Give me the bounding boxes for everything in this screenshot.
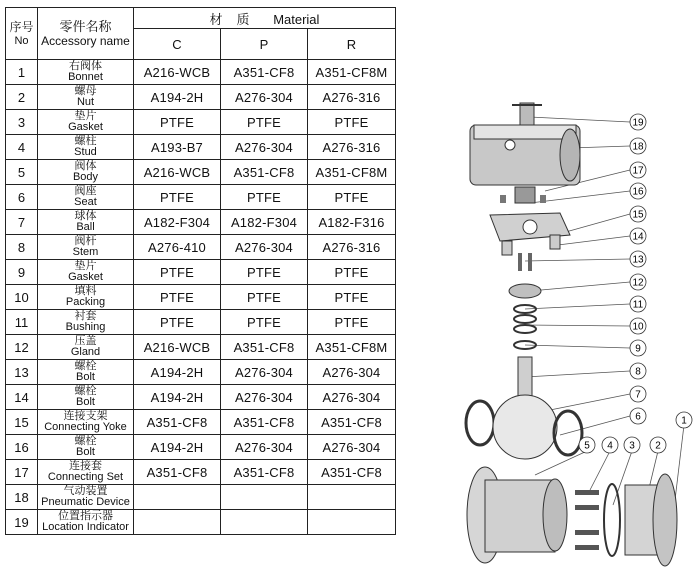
material-p: PTFE	[221, 110, 308, 135]
material-r: PTFE	[308, 185, 396, 210]
material-spec-table	[5, 7, 396, 535]
valve-body	[467, 467, 567, 563]
part-number: 15	[6, 410, 38, 435]
callout-label: 18	[632, 141, 644, 153]
callout-label: 8	[635, 366, 641, 378]
material-p: A276-304	[221, 85, 308, 110]
table-row	[6, 60, 396, 85]
callout-8	[630, 363, 646, 379]
material-c: A216-WCB	[134, 60, 221, 85]
material-c	[134, 510, 221, 535]
part-name	[38, 85, 134, 110]
table-row	[6, 410, 396, 435]
callout-label: 14	[632, 231, 644, 243]
callout-9	[630, 340, 646, 356]
material-p: A182-F304	[221, 210, 308, 235]
table-row	[6, 110, 396, 135]
table-row	[6, 510, 396, 535]
part-name-en: Ball	[76, 221, 95, 233]
material-r: A276-304	[308, 435, 396, 460]
packing-rings	[514, 305, 536, 349]
part-name-cn: 衬套	[74, 310, 97, 322]
connecting-yoke	[490, 213, 570, 255]
material-r: A276-316	[308, 135, 396, 160]
bonnet	[625, 474, 677, 566]
part-name-cn: 阀座	[74, 185, 97, 197]
callout-17	[630, 162, 646, 178]
part-name-en: Pneumatic Device	[41, 496, 130, 508]
material-p: A351-CF8	[221, 335, 308, 360]
material-c: A216-WCB	[134, 160, 221, 185]
part-number: 4	[6, 135, 38, 160]
part-name-cn: 填料	[74, 285, 97, 297]
part-name-cn: 螺柱	[74, 135, 97, 147]
part-name	[38, 485, 134, 510]
callout-6	[630, 408, 646, 424]
material-r: A351-CF8M	[308, 160, 396, 185]
part-name	[38, 410, 134, 435]
table-row	[6, 235, 396, 260]
table-row	[6, 335, 396, 360]
material-r: PTFE	[308, 110, 396, 135]
material-r: A351-CF8M	[308, 60, 396, 85]
callout-label: 10	[632, 321, 644, 333]
part-number: 18	[6, 485, 38, 510]
material-c: A194-2H	[134, 385, 221, 410]
part-number: 9	[6, 260, 38, 285]
part-name-en: Connecting Set	[47, 471, 124, 483]
part-name	[38, 460, 134, 485]
callout-label: 16	[632, 186, 644, 198]
part-name-en: Gasket	[68, 121, 103, 133]
callout-15	[630, 206, 646, 222]
table-row	[6, 185, 396, 210]
material-c: A216-WCB	[134, 335, 221, 360]
callout-4	[602, 437, 618, 453]
callout-label: 17	[632, 165, 644, 177]
callout-3	[624, 437, 640, 453]
material-p: PTFE	[221, 185, 308, 210]
table-row	[6, 485, 396, 510]
material-c: PTFE	[134, 185, 221, 210]
header-material-cn: 材质	[209, 11, 264, 27]
part-name-cn: 连接支架	[63, 410, 108, 422]
callout-12	[630, 274, 646, 290]
material-c: A182-F304	[134, 210, 221, 235]
material-c	[134, 485, 221, 510]
part-name-en: Bolt	[76, 446, 95, 458]
header-material	[134, 8, 396, 29]
part-name-en: Connecting Yoke	[44, 421, 127, 433]
table-row	[6, 210, 396, 235]
header-col-c: C	[134, 29, 221, 60]
callout-label: 3	[629, 440, 635, 452]
material-p: A351-CF8	[221, 160, 308, 185]
material-p: A276-304	[221, 435, 308, 460]
part-number: 16	[6, 435, 38, 460]
material-c: A351-CF8	[134, 460, 221, 485]
part-name	[38, 185, 134, 210]
part-name	[38, 435, 134, 460]
callout-group	[579, 114, 692, 453]
part-name-cn: 螺栓	[74, 360, 97, 372]
part-name	[38, 385, 134, 410]
material-r: A276-304	[308, 360, 396, 385]
table-row	[6, 160, 396, 185]
pneumatic-actuator	[470, 125, 580, 185]
part-name-en: Seat	[74, 196, 97, 208]
part-name	[38, 285, 134, 310]
material-r	[308, 485, 396, 510]
part-name-cn: 螺栓	[74, 385, 97, 397]
header-no-cn: 序号	[9, 19, 34, 34]
header-name-en: Accessory name	[41, 33, 130, 48]
material-p: A351-CF8	[221, 60, 308, 85]
part-number: 10	[6, 285, 38, 310]
part-name	[38, 110, 134, 135]
part-number: 7	[6, 210, 38, 235]
part-name	[38, 210, 134, 235]
part-number: 11	[6, 310, 38, 335]
part-name-en: Stud	[74, 146, 97, 158]
part-number: 13	[6, 360, 38, 385]
material-r: PTFE	[308, 310, 396, 335]
part-number: 8	[6, 235, 38, 260]
callout-10	[630, 318, 646, 334]
gland	[509, 284, 541, 298]
callout-label: 4	[607, 440, 613, 452]
part-name-en: Bolt	[76, 371, 95, 383]
table-row	[6, 435, 396, 460]
part-name-en: Bonnet	[68, 71, 103, 83]
material-p: A276-304	[221, 135, 308, 160]
material-p	[221, 510, 308, 535]
table-row	[6, 360, 396, 385]
material-c: A351-CF8	[134, 410, 221, 435]
part-name-en: Gland	[70, 346, 101, 358]
material-c: A194-2H	[134, 85, 221, 110]
material-c: A276-410	[134, 235, 221, 260]
material-r: A276-304	[308, 385, 396, 410]
part-name-cn: 气动装置	[63, 485, 108, 497]
part-name	[38, 510, 134, 535]
callout-label: 5	[584, 440, 590, 452]
ball-and-seats	[466, 395, 582, 459]
part-name-en: Body	[72, 171, 99, 183]
part-number: 2	[6, 85, 38, 110]
part-name-cn: 右阀体	[69, 60, 102, 72]
table-row	[6, 385, 396, 410]
material-c: A194-2H	[134, 360, 221, 385]
table-row	[6, 310, 396, 335]
callout-19	[630, 114, 646, 130]
callout-label: 7	[635, 389, 641, 401]
part-name-en: Packing	[65, 296, 106, 308]
callout-label: 1	[681, 415, 687, 427]
header-no-en: No	[14, 34, 29, 47]
material-r	[308, 510, 396, 535]
part-name-cn: 位置指示器	[58, 510, 113, 522]
callout-13	[630, 251, 646, 267]
part-number: 3	[6, 110, 38, 135]
part-name-en: Stem	[72, 246, 99, 258]
part-name-en: Bolt	[76, 396, 95, 408]
callout-label: 2	[655, 440, 661, 452]
material-r: PTFE	[308, 285, 396, 310]
material-r: A182-F316	[308, 210, 396, 235]
callout-label: 6	[635, 411, 641, 423]
header-material-en: Material	[273, 11, 320, 27]
part-name-cn: 球体	[74, 210, 97, 222]
table-row	[6, 460, 396, 485]
part-number: 14	[6, 385, 38, 410]
material-p: A276-304	[221, 385, 308, 410]
part-name-cn: 连接套	[69, 460, 102, 472]
part-name	[38, 335, 134, 360]
callout-label: 13	[632, 254, 644, 266]
header-no	[6, 8, 38, 60]
part-name	[38, 360, 134, 385]
part-number: 5	[6, 160, 38, 185]
part-number: 17	[6, 460, 38, 485]
material-c: PTFE	[134, 285, 221, 310]
material-p: A276-304	[221, 235, 308, 260]
studs-and-nuts	[575, 490, 599, 550]
callout-label: 19	[632, 117, 644, 129]
part-name-en: Gasket	[68, 271, 103, 283]
bolts-13	[518, 253, 532, 271]
material-p	[221, 485, 308, 510]
material-p: A351-CF8	[221, 460, 308, 485]
material-p: PTFE	[221, 285, 308, 310]
part-name-cn: 螺栓	[74, 435, 97, 447]
material-p: PTFE	[221, 260, 308, 285]
part-name	[38, 310, 134, 335]
callout-18	[630, 138, 646, 154]
material-r: A276-316	[308, 85, 396, 110]
part-number: 12	[6, 335, 38, 360]
header-name-cn: 零件名称	[59, 18, 112, 34]
material-r: A276-316	[308, 235, 396, 260]
part-number: 19	[6, 510, 38, 535]
part-name-cn: 螺母	[74, 85, 97, 97]
location-indicator	[512, 103, 542, 125]
material-c: A194-2H	[134, 435, 221, 460]
header-col-p: P	[221, 29, 308, 60]
material-p: A276-304	[221, 360, 308, 385]
header-col-r: R	[308, 29, 396, 60]
part-name	[38, 260, 134, 285]
callout-14	[630, 228, 646, 244]
part-name	[38, 60, 134, 85]
callout-label: 12	[632, 277, 644, 289]
part-name	[38, 135, 134, 160]
gasket	[604, 484, 620, 556]
material-r: PTFE	[308, 260, 396, 285]
material-p: PTFE	[221, 310, 308, 335]
part-name	[38, 160, 134, 185]
material-c: PTFE	[134, 310, 221, 335]
part-name-cn: 阀杆	[74, 235, 97, 247]
part-number: 6	[6, 185, 38, 210]
part-name-en: Bushing	[65, 321, 106, 333]
callout-label: 15	[632, 209, 644, 221]
exploded-valve-drawing	[440, 95, 700, 585]
stem	[518, 357, 532, 401]
part-name-en: Location Indicator	[42, 521, 129, 533]
part-name	[38, 235, 134, 260]
part-number: 1	[6, 60, 38, 85]
header-accessory-name	[38, 8, 134, 60]
material-r: A351-CF8	[308, 460, 396, 485]
material-c: PTFE	[134, 260, 221, 285]
table-row	[6, 260, 396, 285]
part-name-cn: 垫片	[74, 260, 97, 272]
callout-5	[579, 437, 595, 453]
part-name-en: Nut	[76, 96, 95, 108]
callout-label: 11	[632, 299, 644, 311]
material-r: A351-CF8	[308, 410, 396, 435]
part-name-cn: 垫片	[74, 110, 97, 122]
callout-7	[630, 386, 646, 402]
part-name-cn: 压盖	[74, 335, 97, 347]
material-p: A351-CF8	[221, 410, 308, 435]
table-row	[6, 135, 396, 160]
callout-16	[630, 183, 646, 199]
callout-11	[630, 296, 646, 312]
part-name-cn: 阀体	[74, 160, 97, 172]
table-row	[6, 85, 396, 110]
material-r: A351-CF8M	[308, 335, 396, 360]
callout-label: 9	[635, 343, 641, 355]
material-c: A193-B7	[134, 135, 221, 160]
connecting-set	[500, 187, 546, 203]
table-row	[6, 285, 396, 310]
callout-1	[676, 412, 692, 428]
callout-2	[650, 437, 666, 453]
material-c: PTFE	[134, 110, 221, 135]
